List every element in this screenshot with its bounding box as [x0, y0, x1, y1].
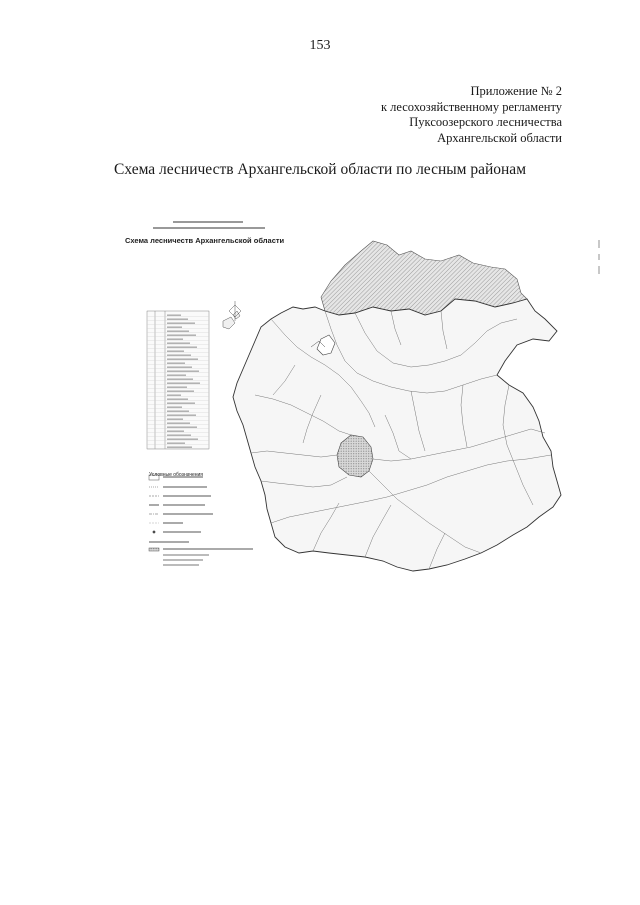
document-heading: Схема лесничеств Архангельской области по лесным районам — [114, 161, 526, 178]
side-margin-mark — [596, 238, 602, 278]
map-title: Схема лесничеств Архангельской области — [125, 236, 285, 245]
northern-zone — [321, 241, 527, 315]
appendix-line: Архангельской области — [437, 130, 562, 145]
island — [223, 317, 235, 329]
appendix-line: к лесохозяйственному регламенту — [380, 99, 562, 114]
appendix-line: Приложение № 2 — [470, 84, 562, 98]
legend-heading: Условные обозначения — [149, 472, 204, 478]
page-number: 153 — [309, 38, 331, 53]
appendix-block — [381, 84, 562, 146]
map-header-lines — [153, 221, 265, 229]
appendix-line: Пуксоозерского лесничества — [409, 115, 562, 129]
forestry-map-graphic — [125, 215, 580, 580]
island — [233, 311, 240, 319]
legend-signs — [149, 475, 253, 566]
forestry-map — [125, 215, 580, 580]
